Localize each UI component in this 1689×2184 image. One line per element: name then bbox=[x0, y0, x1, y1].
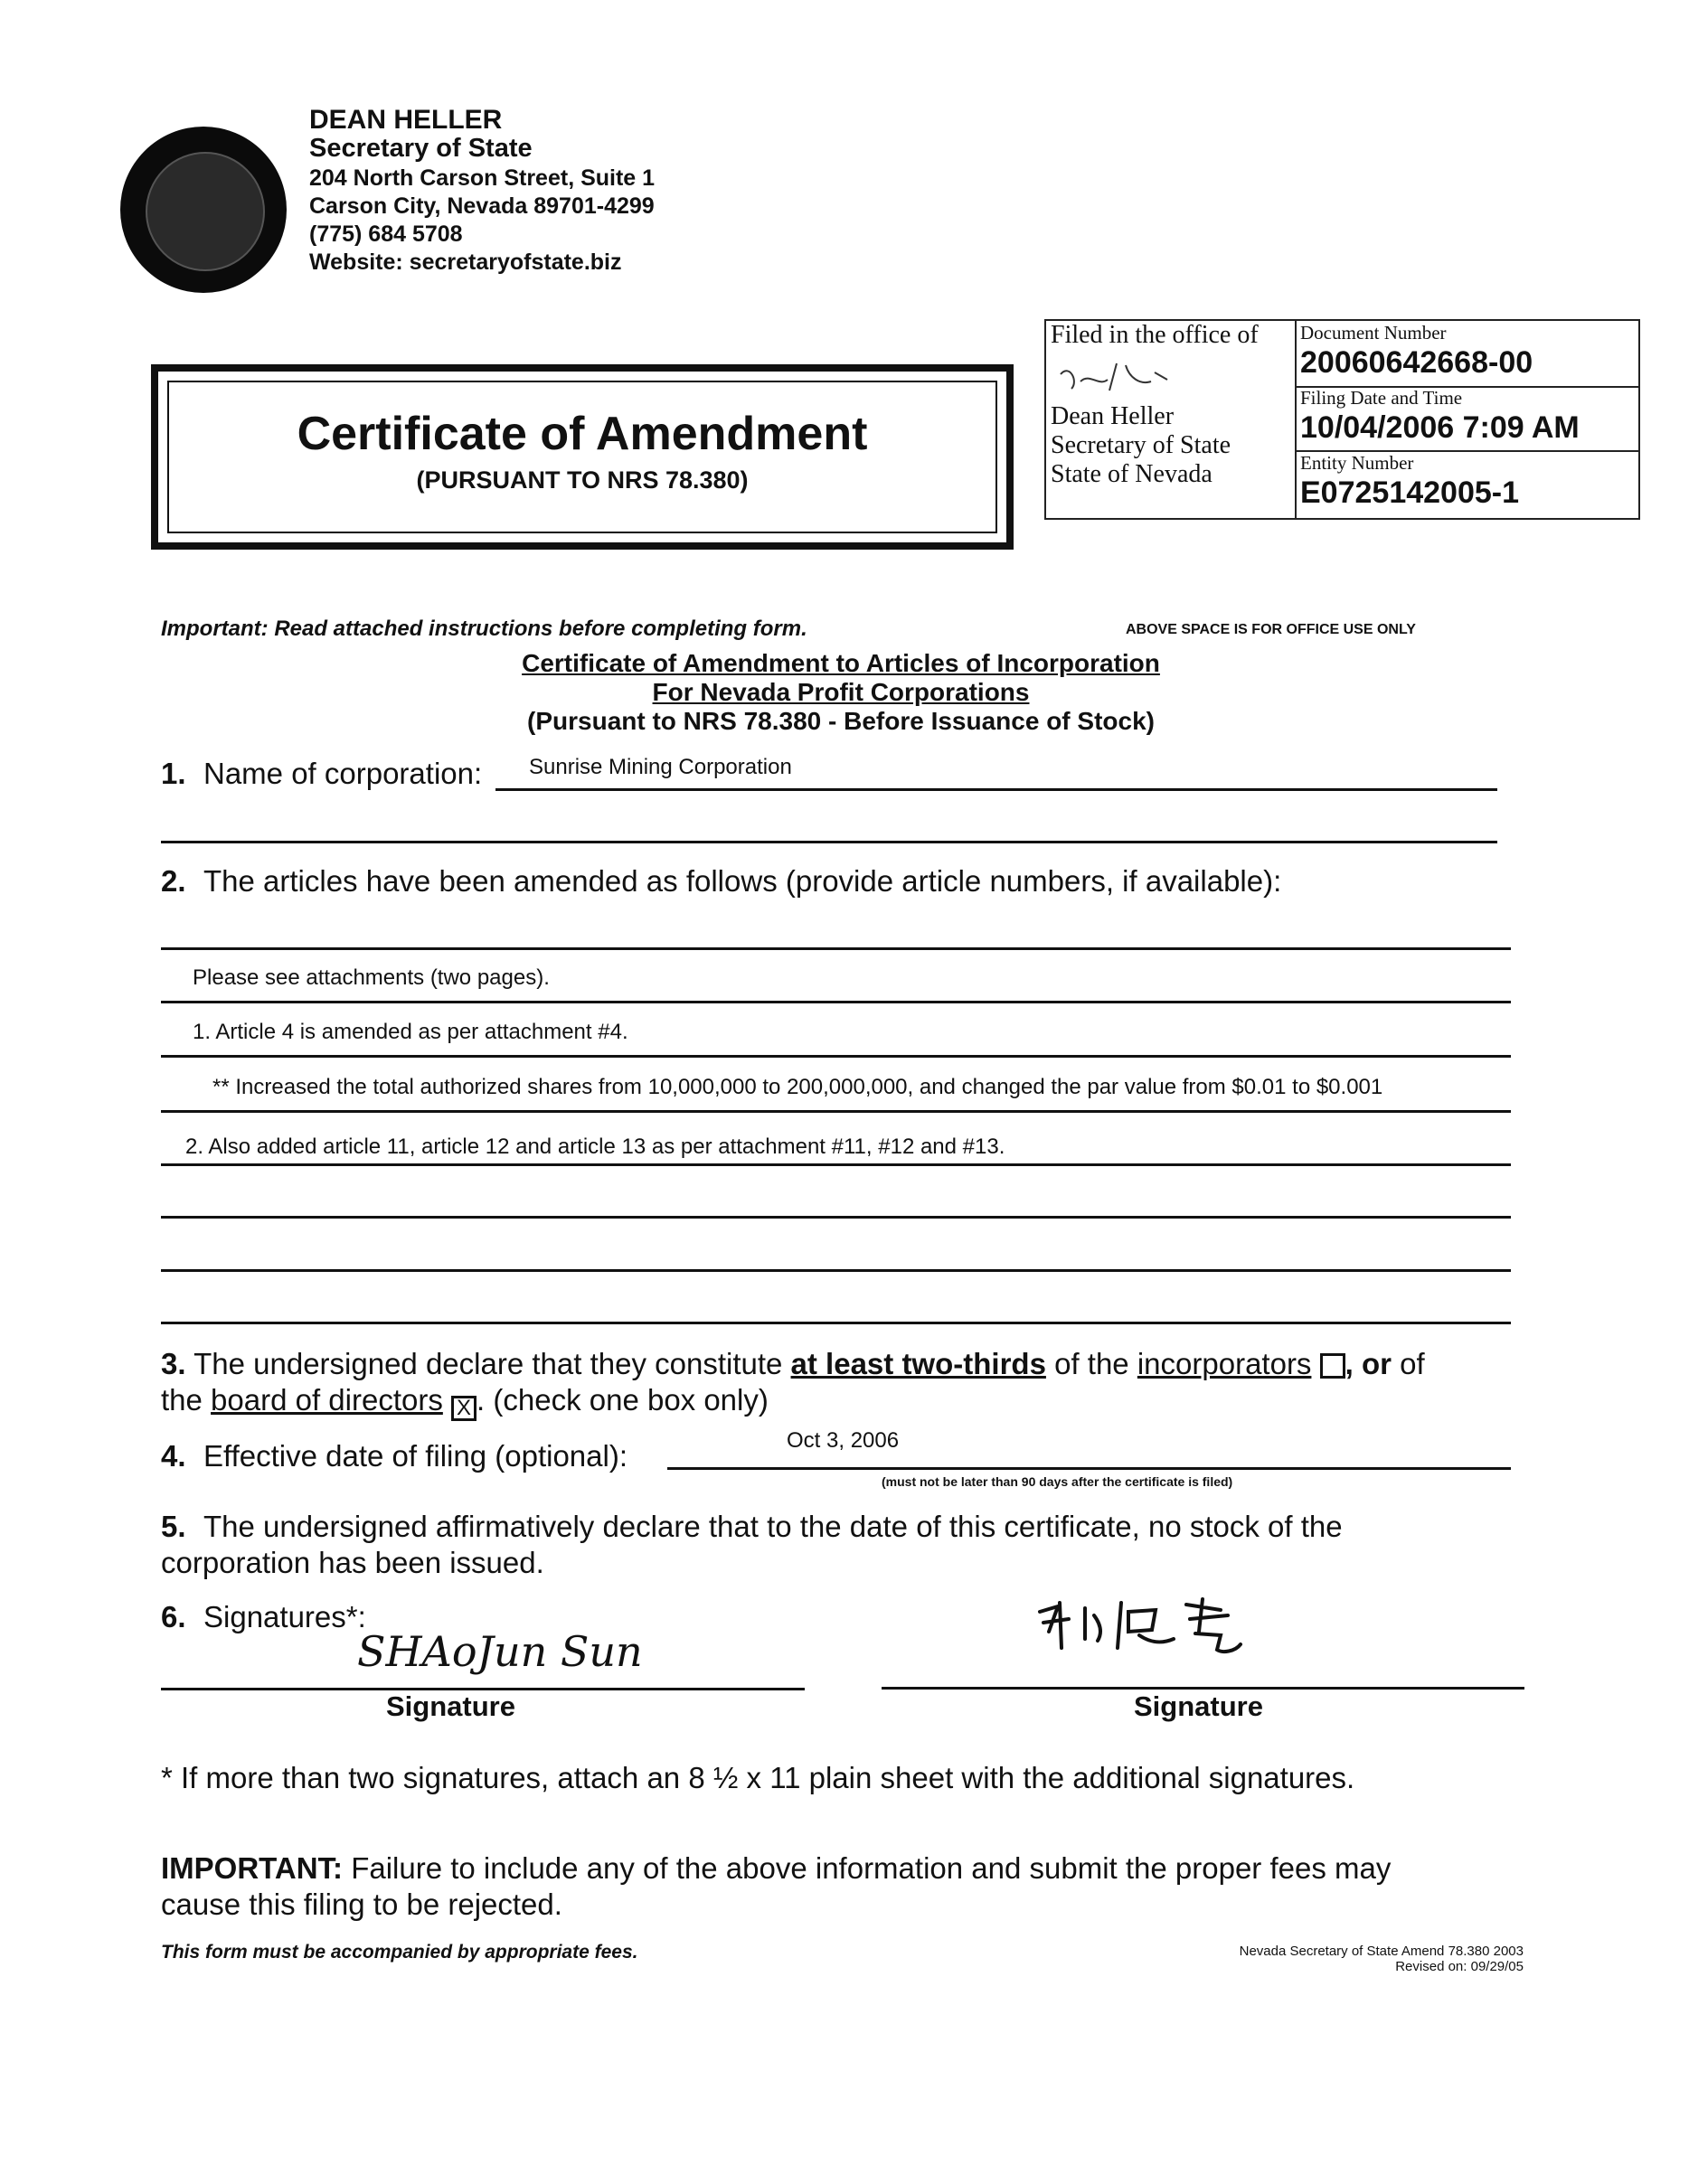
q4-note: (must not be later than 90 days after the certificate is filed) bbox=[882, 1474, 1233, 1489]
q5-text-1: The undersigned affirmatively declare that to the date of this certificate, no stock of the bbox=[203, 1510, 1343, 1543]
document-number: 20060642668-00 bbox=[1300, 345, 1533, 380]
form-heading-2: For Nevada Profit Corporations bbox=[652, 678, 1030, 706]
signature-1-label: Signature bbox=[386, 1690, 515, 1722]
q5-number: 5. bbox=[161, 1510, 186, 1543]
important-warning-2: cause this filing to be rejected. bbox=[161, 1887, 562, 1921]
form-id-line: Nevada Secretary of State Amend 78.380 2003 bbox=[1239, 1944, 1524, 1959]
amendment-line-1[interactable]: Please see attachments (two pages). bbox=[193, 965, 550, 990]
website: Website: secretaryofstate.biz bbox=[309, 249, 622, 275]
form-id bbox=[1175, 1944, 1524, 1974]
q6-number: 6. bbox=[161, 1600, 186, 1633]
q3-the: the bbox=[161, 1383, 203, 1417]
entity-number-value: E0725142005-1 bbox=[1300, 475, 1520, 510]
revised-date: Revised on: 09/29/05 bbox=[1395, 1959, 1524, 1974]
amendment-line-3[interactable]: ** Increased the total authorized shares from 10,000,000 to 200,000,000, and changed the par value from $0.01 to $0.001 bbox=[212, 1075, 1383, 1099]
official-title: Secretary of State bbox=[309, 134, 533, 163]
signer-state: State of Nevada bbox=[1051, 460, 1212, 488]
q1-second-line bbox=[161, 841, 1497, 843]
q3-text-c: of the bbox=[1054, 1347, 1129, 1380]
q3-board: board of directors bbox=[211, 1383, 443, 1417]
filing-date-value: 10/04/2006 7:09 AM bbox=[1300, 410, 1580, 445]
q1-number: 1. bbox=[161, 757, 186, 790]
q4-number: 4. bbox=[161, 1439, 186, 1473]
important-label: IMPORTANT: bbox=[161, 1851, 344, 1885]
signature-1: SHAoJun Sun bbox=[357, 1627, 643, 1676]
q2-line-4 bbox=[161, 1110, 1511, 1113]
q2-line-6 bbox=[161, 1216, 1511, 1219]
q3-incorporators: incorporators bbox=[1137, 1347, 1312, 1380]
fees-note: This form must be accompanied by appropriate fees. bbox=[161, 1942, 638, 1963]
q4-underline bbox=[667, 1467, 1511, 1470]
signer-title: Secretary of State bbox=[1051, 431, 1231, 459]
q4-label: Effective date of filing (optional): bbox=[203, 1439, 627, 1473]
office-use-note: ABOVE SPACE IS FOR OFFICE USE ONLY bbox=[1126, 622, 1416, 637]
important-text-1: Failure to include any of the above information and submit the proper fees may bbox=[343, 1851, 1392, 1885]
form-heading-1: Certificate of Amendment to Articles of Incorporation bbox=[522, 649, 1160, 677]
signature-2 bbox=[1031, 1596, 1284, 1659]
q3-or: , or bbox=[1345, 1347, 1392, 1380]
filed-in-office: Filed in the office of bbox=[1051, 321, 1259, 349]
amendment-line-4[interactable]: 2. Also added article 11, article 12 and article 13 as per attachment #11, #12 and #13. bbox=[185, 1134, 1005, 1159]
filing-date-label: Filing Date and Time bbox=[1300, 387, 1463, 409]
more-signatures-note: * If more than two signatures, attach an 8 ½ x 11 plain sheet with the additional signatures. bbox=[161, 1761, 1355, 1794]
q3-line-1 bbox=[161, 1347, 1425, 1381]
important-warning-1 bbox=[161, 1851, 1391, 1886]
q2-line-1 bbox=[161, 947, 1511, 950]
q2-number: 2. bbox=[161, 864, 186, 898]
phone: (775) 684 5708 bbox=[309, 221, 463, 247]
official-name: DEAN HELLER bbox=[309, 105, 503, 135]
q1-label: Name of corporation: bbox=[203, 757, 483, 790]
q2-line-3 bbox=[161, 1055, 1511, 1058]
corporation-name-field[interactable]: Sunrise Mining Corporation bbox=[529, 755, 792, 779]
q2-line-5 bbox=[161, 1163, 1511, 1166]
address-line-1: 204 North Carson Street, Suite 1 bbox=[309, 165, 656, 191]
amendment-line-2[interactable]: 1. Article 4 is amended as per attachment #4. bbox=[193, 1020, 628, 1044]
q3-two-thirds: at least two-thirds bbox=[790, 1347, 1046, 1380]
q6-label: Signatures*: bbox=[203, 1600, 366, 1633]
signature-2-label: Signature bbox=[1134, 1690, 1263, 1722]
seal-emblem bbox=[146, 152, 265, 271]
q2-line-2 bbox=[161, 1001, 1511, 1003]
q1-underline bbox=[495, 788, 1497, 791]
q5-text-2: corporation has been issued. bbox=[161, 1546, 544, 1579]
q2-line-8 bbox=[161, 1322, 1511, 1324]
certificate-subtitle: (PURSUANT TO NRS 78.380) bbox=[416, 466, 749, 494]
q3-line-2 bbox=[161, 1383, 769, 1421]
board-of-directors-checkbox[interactable]: X bbox=[451, 1396, 477, 1421]
form-heading-3: (Pursuant to NRS 78.380 - Before Issuance of Stock) bbox=[527, 707, 1155, 735]
q3-check-note: . (check one box only) bbox=[477, 1383, 769, 1417]
secretary-signature bbox=[1053, 354, 1180, 395]
state-seal bbox=[120, 127, 287, 293]
q2-label: The articles have been amended as follows (provide article numbers, if available): bbox=[203, 864, 1282, 898]
q3-text-a: The undersigned declare that they constitute bbox=[193, 1347, 783, 1380]
effective-date-field[interactable]: Oct 3, 2006 bbox=[787, 1428, 900, 1453]
address-line-2: Carson City, Nevada 89701-4299 bbox=[309, 193, 655, 219]
signature-2-line bbox=[882, 1687, 1524, 1690]
incorporators-checkbox[interactable] bbox=[1320, 1353, 1345, 1379]
document-number-label: Document Number bbox=[1300, 322, 1447, 344]
q3-number: 3. bbox=[161, 1347, 186, 1380]
entity-number-label: Entity Number bbox=[1300, 452, 1414, 474]
important-instructions: Important: Read attached instructions before completing form. bbox=[161, 617, 807, 641]
q2-line-7 bbox=[161, 1269, 1511, 1272]
certificate-title: Certificate of Amendment bbox=[297, 408, 868, 460]
q3-of: of bbox=[1400, 1347, 1425, 1380]
signer-name: Dean Heller bbox=[1051, 402, 1175, 430]
